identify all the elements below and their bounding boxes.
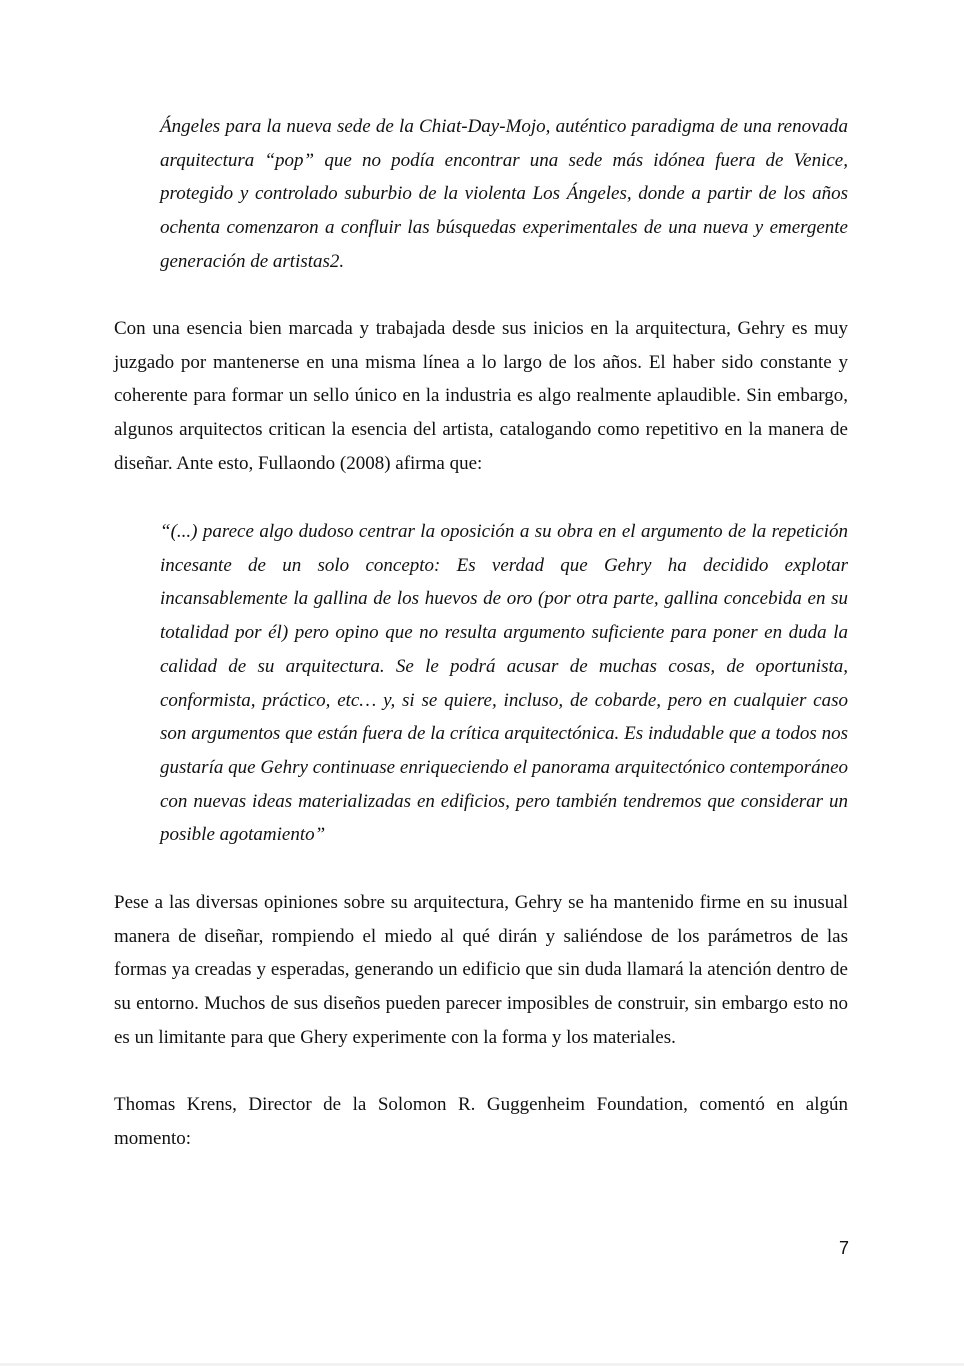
block-quote-chiat-day: Ángeles para la nueva sede de la Chiat-Day-Mojo, auténtico paradigma de una renovada arquitectura “pop” que no podía encontrar una sede más idónea fuera de Venice, protegido y controlado suburbio de la violenta Los Ángeles, donde a partir de los años ochenta comenzaron a confluir las búsquedas experimentales de una nueva y emergente generación de artistas2. [160, 116, 848, 272]
body-paragraph-gehry-firm: Pese a las diversas opiniones sobre su arquitectura, Gehry se ha mantenido firme en su inusual manera de diseñar, rompiendo el miedo al qué dirán y saliéndose de los parámetros de las formas ya creadas y esperadas, generando un edificio que sin duda llamará la atención dentro de su entorno. Muchos de sus diseños pueden parecer imposibles de construir, sin embargo esto no es un limitante para que Ghery experimente con la forma y los materiales. [114, 892, 848, 1048]
page-number: 7 [838, 1238, 849, 1258]
body-paragraph-gehry-essence: Con una esencia bien marcada y trabajada desde sus inicios en la arquitectura, Gehry es muy juzgado por mantenerse en una misma línea a lo largo de los años. El haber sido constante y coherente para formar un sello único en la industria es algo realmente aplaudible. Sin embargo, algunos arquitectos critican la esencia del artista, catalogando como repetitivo en la manera de diseñar. Ante esto, Fullaondo (2008) afirma que: [114, 318, 848, 474]
body-paragraph-thomas-krens: Thomas Krens, Director de la Solomon R. Guggenheim Foundation, comentó en algún momento: [114, 1094, 848, 1149]
block-quote-fullaondo: “(...) parece algo dudoso centrar la oposición a su obra en el argumento de la repetición incesante de un solo concepto: Es verdad que Gehry ha decidido explotar incansablemente la gallina de los huevos de oro (por otra parte, gallina concebida en su totalidad por él) pero opino que no resulta argumento suficiente para poner en duda la calidad de su arquitectura. Se le podrá acusar de muchas cosas, de oportunista, conformista, práctico, etc… y, si se quiere, incluso, de cobarde, pero en cualquier caso son argumentos que están fuera de la crítica arquitectónica. Es indudable que a todos nos gustaría que Gehry continuase enriqueciendo el panorama arquitectónico contemporáneo con nuevas ideas materializadas en edificios, pero también tendremos que considerar un posible agotamiento” [160, 521, 848, 846]
